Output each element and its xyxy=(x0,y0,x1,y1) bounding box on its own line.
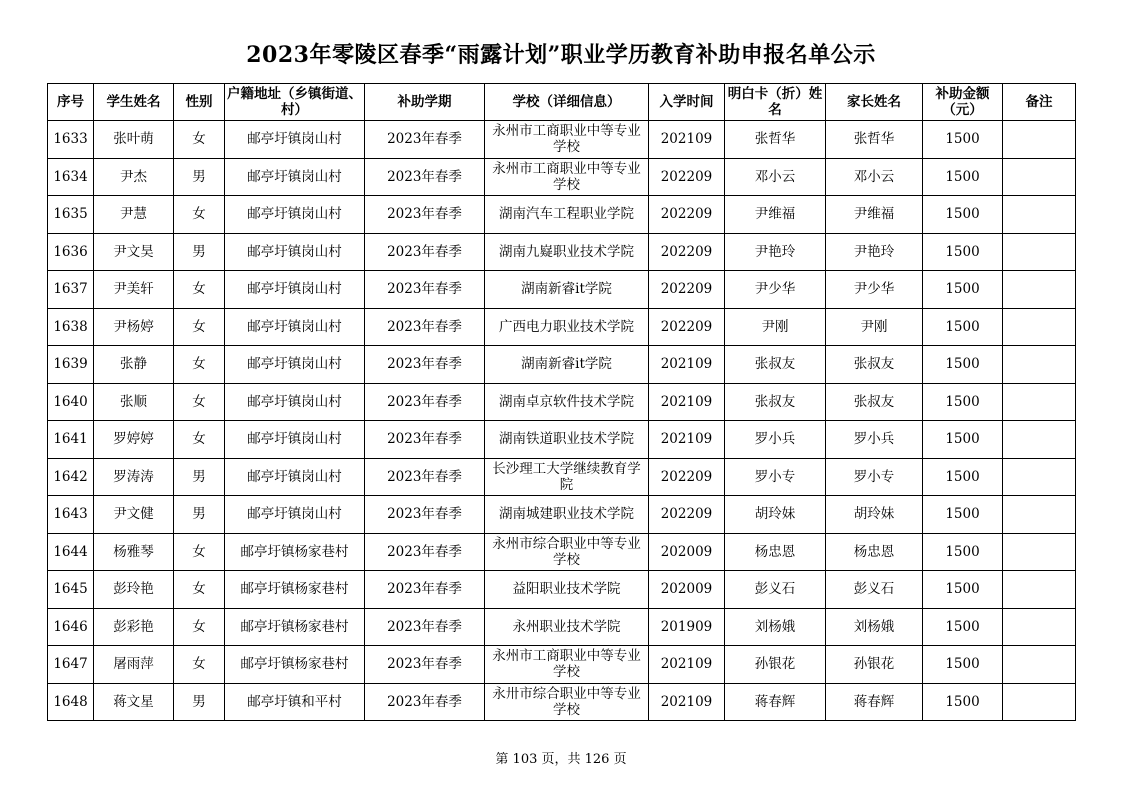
student-name-cell: 张叶萌 xyxy=(94,121,174,159)
gender-cell: 女 xyxy=(174,308,225,346)
card-name-cell: 尹刚 xyxy=(725,308,826,346)
student-name-cell: 蒋文星 xyxy=(94,683,174,721)
seq-cell: 1637 xyxy=(48,271,94,309)
address-cell: 邮亭圩镇岗山村 xyxy=(225,496,365,534)
seq-cell: 1646 xyxy=(48,608,94,646)
address-cell: 邮亭圩镇杨家巷村 xyxy=(225,533,365,571)
school-cell: 湖南城建职业技术学院 xyxy=(485,496,649,534)
subsidy-roster-table xyxy=(47,83,1076,721)
card-name-cell: 胡玲妹 xyxy=(725,496,826,534)
student-name-cell: 尹美轩 xyxy=(94,271,174,309)
parent-name-cell: 尹维福 xyxy=(826,196,923,234)
seq-cell: 1642 xyxy=(48,458,94,496)
school-cell: 广西电力职业技术学院 xyxy=(485,308,649,346)
remarks-cell xyxy=(1003,533,1076,571)
amount-cell: 1500 xyxy=(923,383,1003,421)
table-row xyxy=(48,646,1076,684)
address-cell: 邮亭圩镇和平村 xyxy=(225,683,365,721)
student-name-cell: 彭玲艳 xyxy=(94,571,174,609)
enroll-date-cell: 202009 xyxy=(649,533,725,571)
term-cell: 2023年春季 xyxy=(365,346,485,384)
col-school-header: 学校（详细信息） xyxy=(485,84,649,121)
gender-cell: 男 xyxy=(174,458,225,496)
address-cell: 邮亭圩镇岗山村 xyxy=(225,158,365,196)
student-name-cell: 尹杰 xyxy=(94,158,174,196)
term-cell: 2023年春季 xyxy=(365,608,485,646)
amount-cell: 1500 xyxy=(923,608,1003,646)
card-name-cell: 张叔友 xyxy=(725,383,826,421)
enroll-date-cell: 202109 xyxy=(649,421,725,459)
remarks-cell xyxy=(1003,271,1076,309)
table-row xyxy=(48,496,1076,534)
gender-cell: 女 xyxy=(174,121,225,159)
remarks-cell xyxy=(1003,308,1076,346)
amount-cell: 1500 xyxy=(923,196,1003,234)
card-name-cell: 尹艳玲 xyxy=(725,233,826,271)
address-cell: 邮亭圩镇岗山村 xyxy=(225,421,365,459)
parent-name-cell: 孙银花 xyxy=(826,646,923,684)
remarks-cell xyxy=(1003,458,1076,496)
table-row xyxy=(48,121,1076,159)
seq-cell: 1645 xyxy=(48,571,94,609)
card-name-cell: 罗小兵 xyxy=(725,421,826,459)
col-parent-name-header: 家长姓名 xyxy=(826,84,923,121)
address-cell: 邮亭圩镇岗山村 xyxy=(225,121,365,159)
term-cell: 2023年春季 xyxy=(365,458,485,496)
table-row xyxy=(48,271,1076,309)
enroll-date-cell: 201909 xyxy=(649,608,725,646)
school-cell: 湖南汽车工程职业学院 xyxy=(485,196,649,234)
address-cell: 邮亭圩镇岗山村 xyxy=(225,383,365,421)
school-cell: 益阳职业技术学院 xyxy=(485,571,649,609)
table-body xyxy=(48,121,1076,721)
page-footer: 第 103 页，共 126 页 xyxy=(495,752,627,767)
school-cell: 长沙理工大学继续教育学院 xyxy=(485,458,649,496)
table-header-row xyxy=(48,84,1076,121)
student-name-cell: 张静 xyxy=(94,346,174,384)
term-cell: 2023年春季 xyxy=(365,383,485,421)
amount-cell: 1500 xyxy=(923,533,1003,571)
remarks-cell xyxy=(1003,571,1076,609)
school-cell: 湖南九嶷职业技术学院 xyxy=(485,233,649,271)
parent-name-cell: 刘杨娥 xyxy=(826,608,923,646)
school-cell: 湖南卓京软件技术学院 xyxy=(485,383,649,421)
table-row xyxy=(48,608,1076,646)
gender-cell: 男 xyxy=(174,683,225,721)
seq-cell: 1648 xyxy=(48,683,94,721)
remarks-cell xyxy=(1003,383,1076,421)
remarks-cell xyxy=(1003,496,1076,534)
address-cell: 邮亭圩镇岗山村 xyxy=(225,196,365,234)
address-cell: 邮亭圩镇杨家巷村 xyxy=(225,608,365,646)
term-cell: 2023年春季 xyxy=(365,646,485,684)
gender-cell: 女 xyxy=(174,196,225,234)
student-name-cell: 尹慧 xyxy=(94,196,174,234)
amount-cell: 1500 xyxy=(923,308,1003,346)
school-cell: 湖南新睿it学院 xyxy=(485,346,649,384)
card-name-cell: 邓小云 xyxy=(725,158,826,196)
col-card-name-header: 明白卡（折）姓名 xyxy=(725,84,826,121)
parent-name-cell: 尹刚 xyxy=(826,308,923,346)
gender-cell: 女 xyxy=(174,571,225,609)
enroll-date-cell: 202109 xyxy=(649,683,725,721)
term-cell: 2023年春季 xyxy=(365,571,485,609)
seq-cell: 1647 xyxy=(48,646,94,684)
amount-cell: 1500 xyxy=(923,233,1003,271)
col-amount-header: 补助金额（元） xyxy=(923,84,1003,121)
remarks-cell xyxy=(1003,346,1076,384)
school-cell: 永州市工商职业中等专业学校 xyxy=(485,646,649,684)
address-cell: 邮亭圩镇杨家巷村 xyxy=(225,571,365,609)
gender-cell: 男 xyxy=(174,158,225,196)
table-row xyxy=(48,233,1076,271)
amount-cell: 1500 xyxy=(923,458,1003,496)
enroll-date-cell: 202109 xyxy=(649,383,725,421)
remarks-cell xyxy=(1003,421,1076,459)
gender-cell: 女 xyxy=(174,533,225,571)
address-cell: 邮亭圩镇岗山村 xyxy=(225,271,365,309)
table-row xyxy=(48,683,1076,721)
gender-cell: 男 xyxy=(174,233,225,271)
school-cell: 湖南新睿it学院 xyxy=(485,271,649,309)
term-cell: 2023年春季 xyxy=(365,196,485,234)
seq-cell: 1644 xyxy=(48,533,94,571)
address-cell: 邮亭圩镇岗山村 xyxy=(225,346,365,384)
parent-name-cell: 邓小云 xyxy=(826,158,923,196)
term-cell: 2023年春季 xyxy=(365,233,485,271)
col-student-name-header: 学生姓名 xyxy=(94,84,174,121)
table-row xyxy=(48,421,1076,459)
page-title: 2023年零陵区春季“雨露计划”职业学历教育补助申报名单公示 xyxy=(246,42,876,68)
gender-cell: 男 xyxy=(174,496,225,534)
enroll-date-cell: 202009 xyxy=(649,571,725,609)
enroll-date-cell: 202209 xyxy=(649,458,725,496)
enroll-date-cell: 202209 xyxy=(649,496,725,534)
student-name-cell: 罗涛涛 xyxy=(94,458,174,496)
amount-cell: 1500 xyxy=(923,571,1003,609)
gender-cell: 女 xyxy=(174,421,225,459)
gender-cell: 女 xyxy=(174,608,225,646)
col-remarks-header: 备注 xyxy=(1003,84,1076,121)
table-row xyxy=(48,533,1076,571)
amount-cell: 1500 xyxy=(923,646,1003,684)
term-cell: 2023年春季 xyxy=(365,533,485,571)
seq-cell: 1633 xyxy=(48,121,94,159)
student-name-cell: 尹杨婷 xyxy=(94,308,174,346)
term-cell: 2023年春季 xyxy=(365,421,485,459)
student-name-cell: 尹文昊 xyxy=(94,233,174,271)
student-name-cell: 杨雅琴 xyxy=(94,533,174,571)
enroll-date-cell: 202209 xyxy=(649,308,725,346)
card-name-cell: 张哲华 xyxy=(725,121,826,159)
school-cell: 永州市综合职业中等专业学校 xyxy=(485,533,649,571)
term-cell: 2023年春季 xyxy=(365,308,485,346)
parent-name-cell: 蒋春辉 xyxy=(826,683,923,721)
seq-cell: 1641 xyxy=(48,421,94,459)
term-cell: 2023年春季 xyxy=(365,496,485,534)
school-cell: 湖南铁道职业技术学院 xyxy=(485,421,649,459)
table-row xyxy=(48,571,1076,609)
parent-name-cell: 尹少华 xyxy=(826,271,923,309)
student-name-cell: 张顺 xyxy=(94,383,174,421)
gender-cell: 女 xyxy=(174,346,225,384)
enroll-date-cell: 202109 xyxy=(649,646,725,684)
card-name-cell: 尹维福 xyxy=(725,196,826,234)
card-name-cell: 张叔友 xyxy=(725,346,826,384)
table-row xyxy=(48,458,1076,496)
card-name-cell: 蒋春辉 xyxy=(725,683,826,721)
card-name-cell: 孙银花 xyxy=(725,646,826,684)
student-name-cell: 尹文健 xyxy=(94,496,174,534)
enroll-date-cell: 202109 xyxy=(649,346,725,384)
col-seq-header: 序号 xyxy=(48,84,94,121)
amount-cell: 1500 xyxy=(923,121,1003,159)
school-cell: 永州市工商职业中等专业学校 xyxy=(485,158,649,196)
table-row xyxy=(48,346,1076,384)
address-cell: 邮亭圩镇岗山村 xyxy=(225,233,365,271)
seq-cell: 1634 xyxy=(48,158,94,196)
amount-cell: 1500 xyxy=(923,346,1003,384)
school-cell: 永州市工商职业中等专业学校 xyxy=(485,121,649,159)
table-row xyxy=(48,308,1076,346)
term-cell: 2023年春季 xyxy=(365,158,485,196)
parent-name-cell: 彭义石 xyxy=(826,571,923,609)
amount-cell: 1500 xyxy=(923,271,1003,309)
student-name-cell: 罗婷婷 xyxy=(94,421,174,459)
term-cell: 2023年春季 xyxy=(365,683,485,721)
remarks-cell xyxy=(1003,646,1076,684)
card-name-cell: 刘杨娥 xyxy=(725,608,826,646)
seq-cell: 1635 xyxy=(48,196,94,234)
table-row xyxy=(48,383,1076,421)
seq-cell: 1643 xyxy=(48,496,94,534)
gender-cell: 女 xyxy=(174,383,225,421)
student-name-cell: 彭彩艳 xyxy=(94,608,174,646)
parent-name-cell: 张哲华 xyxy=(826,121,923,159)
col-address-header: 户籍地址（乡镇街道、村） xyxy=(225,84,365,121)
parent-name-cell: 罗小专 xyxy=(826,458,923,496)
parent-name-cell: 张叔友 xyxy=(826,346,923,384)
card-name-cell: 彭义石 xyxy=(725,571,826,609)
enroll-date-cell: 202209 xyxy=(649,196,725,234)
seq-cell: 1639 xyxy=(48,346,94,384)
col-enroll-date-header: 入学时间 xyxy=(649,84,725,121)
enroll-date-cell: 202209 xyxy=(649,233,725,271)
enroll-date-cell: 202109 xyxy=(649,121,725,159)
table-row xyxy=(48,158,1076,196)
parent-name-cell: 张叔友 xyxy=(826,383,923,421)
remarks-cell xyxy=(1003,608,1076,646)
term-cell: 2023年春季 xyxy=(365,271,485,309)
enroll-date-cell: 202209 xyxy=(649,271,725,309)
col-term-header: 补助学期 xyxy=(365,84,485,121)
amount-cell: 1500 xyxy=(923,158,1003,196)
school-cell: 永州职业技术学院 xyxy=(485,608,649,646)
parent-name-cell: 胡玲妹 xyxy=(826,496,923,534)
remarks-cell xyxy=(1003,121,1076,159)
parent-name-cell: 杨忠恩 xyxy=(826,533,923,571)
table-row xyxy=(48,196,1076,234)
remarks-cell xyxy=(1003,196,1076,234)
amount-cell: 1500 xyxy=(923,421,1003,459)
gender-cell: 女 xyxy=(174,271,225,309)
remarks-cell xyxy=(1003,683,1076,721)
term-cell: 2023年春季 xyxy=(365,121,485,159)
address-cell: 邮亭圩镇岗山村 xyxy=(225,458,365,496)
school-cell: 永卅市综合职业中等专业学校 xyxy=(485,683,649,721)
seq-cell: 1636 xyxy=(48,233,94,271)
address-cell: 邮亭圩镇岗山村 xyxy=(225,308,365,346)
amount-cell: 1500 xyxy=(923,496,1003,534)
card-name-cell: 尹少华 xyxy=(725,271,826,309)
card-name-cell: 罗小专 xyxy=(725,458,826,496)
remarks-cell xyxy=(1003,233,1076,271)
remarks-cell xyxy=(1003,158,1076,196)
gender-cell: 女 xyxy=(174,646,225,684)
parent-name-cell: 尹艳玲 xyxy=(826,233,923,271)
student-name-cell: 屠雨萍 xyxy=(94,646,174,684)
card-name-cell: 杨忠恩 xyxy=(725,533,826,571)
seq-cell: 1638 xyxy=(48,308,94,346)
seq-cell: 1640 xyxy=(48,383,94,421)
col-gender-header: 性别 xyxy=(174,84,225,121)
parent-name-cell: 罗小兵 xyxy=(826,421,923,459)
enroll-date-cell: 202209 xyxy=(649,158,725,196)
address-cell: 邮亭圩镇杨家巷村 xyxy=(225,646,365,684)
amount-cell: 1500 xyxy=(923,683,1003,721)
